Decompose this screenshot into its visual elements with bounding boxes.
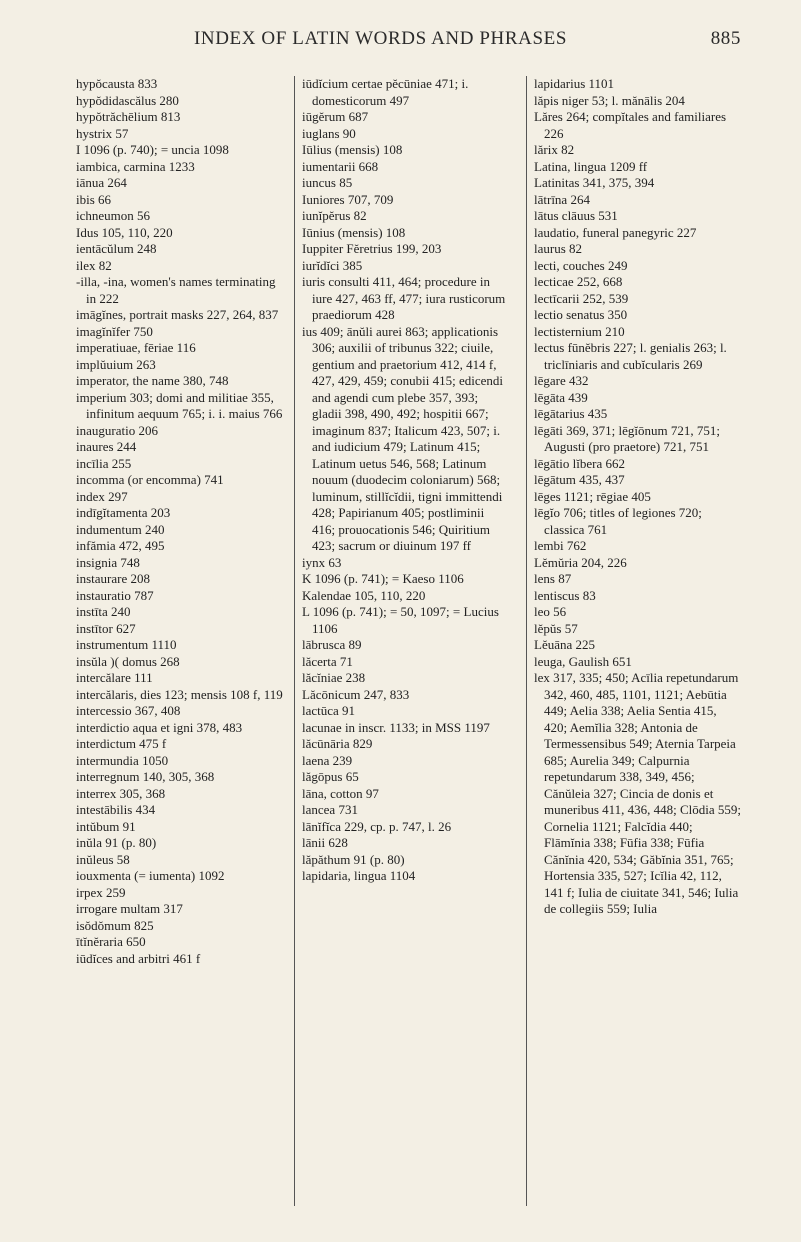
index-entry: lăpis niger 53; l. mănālis 204 — [534, 92, 685, 108]
index-entry: intermundia 1050 — [76, 752, 169, 768]
index-entry: L 1096 (p. 741); = 50, 1097; = Lucius 1106 — [302, 604, 499, 636]
index-entry: lens 87 — [534, 571, 572, 586]
index-entry: lăcūnāria 829 — [302, 736, 373, 751]
index-entry: lāna, cotton 97 — [302, 785, 379, 801]
index-entry: inaures 244 — [76, 439, 137, 454]
index-column-2 — [302, 76, 510, 885]
index-entry: imperatiuae, fēriae 116 — [76, 340, 196, 355]
index-entry: inŭla 91 (p. 80) — [76, 835, 157, 850]
index-entry: lectus fūnĕbris 227; l. genialis 263; l. triclīniaris and cubĭcularis 269 — [534, 340, 727, 372]
index-entry: laena 239 — [302, 752, 353, 768]
index-entry: inauguratio 206 — [76, 422, 158, 438]
index-entry: intestābilis 434 — [76, 802, 156, 817]
index-entry: lēgātarius 435 — [534, 406, 608, 421]
index-entry: hypŏdidascălus 280 — [76, 92, 179, 108]
index-entry: instaurare 208 — [76, 571, 151, 586]
index-entry: Latinitas 341, 375, 394 — [534, 175, 655, 190]
index-entry: iūdĭces and arbitri 461 f — [76, 950, 201, 966]
index-entry: indīgĭtamenta 203 — [76, 505, 171, 520]
index-entry: -illa, -ina, women's names terminating in 222 — [76, 274, 276, 306]
index-entry: lecticae 252, 668 — [534, 274, 623, 289]
column-rule — [294, 76, 295, 1206]
index-entry: lectisternium 210 — [534, 323, 625, 339]
index-entry: iuris consulti 411, 464; procedure in iure 427, 463 ff, 477; iura rusticorum praediorum 428 — [302, 274, 506, 322]
index-entry: lātrīna 264 — [534, 191, 590, 207]
index-entry: lăcerta 71 — [302, 653, 353, 669]
index-entry: Lăcōnicum 247, 833 — [302, 686, 410, 702]
index-entry: insŭla )( domus 268 — [76, 653, 180, 669]
index-entry: lărix 82 — [534, 142, 575, 157]
index-entry: laudatio, funeral panegyric 227 — [534, 224, 697, 240]
index-entry: intercălaris, dies 123; mensis 108 f, 119 — [76, 686, 283, 702]
index-entry: lātus clāuus 531 — [534, 208, 618, 223]
index-entry: ilex 82 — [76, 257, 112, 273]
index-entry: ichneumon 56 — [76, 208, 151, 223]
index-entry: instītor 627 — [76, 620, 136, 636]
index-entry: intercessio 367, 408 — [76, 703, 181, 718]
index-body — [76, 76, 752, 1226]
running-title: INDEX OF LATIN WORDS AND PHRASES — [193, 28, 568, 49]
index-entry: Iuppiter Fĕretrius 199, 203 — [302, 241, 442, 256]
index-entry: leo 56 — [534, 604, 567, 619]
index-entry: interdictum 475 f — [76, 736, 167, 751]
index-entry: imagĭnĭfer 750 — [76, 323, 153, 339]
index-entry: laurus 82 — [534, 241, 583, 256]
index-entry: iumentarii 668 — [302, 158, 379, 174]
index-entry: isŏdŏmum 825 — [76, 917, 154, 933]
index-entry: interrex 305, 368 — [76, 785, 166, 801]
index-entry: insignia 748 — [76, 554, 140, 570]
index-entry: iūdĭcium certae pĕcūniae 471; i. domesticorum 497 — [302, 76, 469, 108]
index-entry: lapidarius 1101 — [534, 76, 615, 91]
index-entry: lĕpŭs 57 — [534, 620, 578, 636]
index-entry: ientācŭlum 248 — [76, 241, 157, 256]
index-entry: ius 409; ānŭli aurei 863; applicationis 306; auxilii of tribunus 322; ciuile, gentium and praetorium 412, 414 f, 427, 429, 459; conubii 415; edicendi and agendi cum plebe 357, 393; gladii 398, 490, 492; hospitii 667; imaginum 837; Italicum 423, 507; i. and iudicium 479; Latinum 415; Latinum uetus 546, 568; Latinum nouum (duodecim coloniarum) 568; luminum, stillĭcĭdii, tigni immittendi 428; Papirianum 405; postliminii 416; prouocationis 546; Quiritium 423; sacrum or diuinum 197 ff — [302, 323, 504, 553]
index-entry: leuga, Gaulish 651 — [534, 653, 632, 669]
index-entry: iūgĕrum 687 — [302, 109, 369, 124]
index-entry: ītĭnĕraria 650 — [76, 934, 146, 949]
index-entry: Iūlius (mensis) 108 — [302, 142, 403, 157]
index-column-1 — [76, 76, 284, 967]
index-entry: Lĕuāna 225 — [534, 637, 596, 652]
index-entry: lēgātio lĭbera 662 — [534, 455, 625, 471]
index-entry: lancea 731 — [302, 802, 358, 817]
index-entry: lăcĭniae 238 — [302, 670, 366, 685]
index-entry: lex 317, 335; 450; Acīlia repetundarum 342, 460, 485, 1101, 1121; Aebūtia 449; Aelia 338; Aelia Sentia 415, 420; Aemĭlia 328; Antonia de Termessensibus 549; Aternia Tarpeia 685; Aurelia 349; Calpurnia repetundarum 338, 349, 456; Cănŭleia 327; Cincia de donis et muneribus 411, 436, 448; Clōdia 559; Cornelia 1121; Falcĭdia 440; Flāmĭnia 338; Fūfia 338; Fūfia Cănĭnia 420, 534; Găbĭnia 351, 765; Hortensia 335, 527; Icĭlia 42, 112, 141 f; Iulia de ciuitate 341, 546; Iulia de collegiis 559; Iulia — [534, 670, 742, 916]
index-entry: instīta 240 — [76, 604, 131, 619]
index-entry: lectio senatus 350 — [534, 307, 628, 322]
index-entry: instauratio 787 — [76, 587, 154, 603]
index-entry: iuglans 90 — [302, 125, 356, 141]
index-entry: incīlia 255 — [76, 455, 132, 471]
index-entry: indumentum 240 — [76, 521, 165, 537]
index-entry: lēges 1121; rēgiae 405 — [534, 488, 651, 504]
index-entry: Kalendae 105, 110, 220 — [302, 587, 426, 603]
index-entry: iynx 63 — [302, 554, 342, 570]
index-entry: irpex 259 — [76, 884, 126, 900]
index-entry: hypŏtrăchēlium 813 — [76, 109, 181, 124]
index-entry: irrogare multam 317 — [76, 901, 183, 916]
index-entry: Iūnius (mensis) 108 — [302, 224, 406, 240]
index-entry: imperator, the name 380, 748 — [76, 373, 229, 388]
index-entry: inŭleus 58 — [76, 851, 130, 867]
index-entry: Latina, lingua 1209 ff — [534, 158, 648, 174]
index-entry: infămia 472, 495 — [76, 538, 165, 553]
index-entry: lacunae in inscr. 1133; in MSS 1197 — [302, 719, 490, 735]
index-entry: lānĭfĭca 229, cp. p. 747, l. 26 — [302, 818, 452, 834]
index-entry: iouxmenta (= iumenta) 1092 — [76, 868, 225, 883]
index-entry: imāgĭnes, portrait masks 227, 264, 837 — [76, 307, 279, 322]
index-entry: lăpăthum 91 (p. 80) — [302, 851, 405, 867]
index-entry: lēgĭo 706; titles of legiones 720; classica 761 — [534, 505, 702, 537]
index-entry: implŭuium 263 — [76, 356, 156, 372]
index-entry: lēgātum 435, 437 — [534, 472, 625, 487]
index-entry: lēgāti 369, 371; lēgĭōnum 721, 751; Augusti (pro praetore) 721, 751 — [534, 422, 720, 454]
index-entry: lēgāta 439 — [534, 389, 588, 405]
index-entry: hystrix 57 — [76, 125, 129, 141]
index-entry: imperium 303; domi and militiae 355, infinitum aequum 765; i. i. maius 766 — [76, 389, 283, 421]
index-entry: Lăres 264; compĭtales and familiares 226 — [534, 109, 727, 141]
index-entry: lecti, couches 249 — [534, 257, 628, 273]
index-entry: lābrusca 89 — [302, 637, 362, 652]
index-entry: interdictio aqua et igni 378, 483 — [76, 719, 243, 735]
index-column-3 — [534, 76, 742, 918]
page-number: 885 — [710, 28, 741, 49]
index-entry: iuncus 85 — [302, 175, 353, 190]
index-entry: K 1096 (p. 741); = Kaeso 1106 — [302, 571, 464, 586]
index-entry: index 297 — [76, 488, 128, 504]
index-entry: iambica, carmina 1233 — [76, 158, 195, 174]
index-entry: ibis 66 — [76, 191, 112, 207]
index-entry: lembi 762 — [534, 538, 587, 553]
index-entry: Iuniores 707, 709 — [302, 191, 394, 207]
index-entry: lānii 628 — [302, 835, 348, 850]
index-entry: intŭbum 91 — [76, 818, 136, 834]
index-entry: lectīcarii 252, 539 — [534, 290, 629, 306]
index-entry: intercălare 111 — [76, 670, 153, 685]
index-entry: I 1096 (p. 740); = uncia 1098 — [76, 142, 229, 157]
index-entry: iānua 264 — [76, 175, 127, 190]
index-entry: iunĭpĕrus 82 — [302, 208, 367, 223]
column-rule — [526, 76, 527, 1206]
index-entry: lapidaria, lingua 1104 — [302, 868, 416, 883]
index-entry: Lĕmŭria 204, 226 — [534, 554, 627, 570]
index-entry: Idus 105, 110, 220 — [76, 224, 173, 240]
index-entry: iurĭdĭci 385 — [302, 257, 363, 273]
index-entry: incomma (or encomma) 741 — [76, 472, 224, 487]
index-entry: lăgōpus 65 — [302, 769, 359, 784]
index-entry: hypŏcausta 833 — [76, 76, 158, 91]
index-entry: lēgare 432 — [534, 373, 589, 388]
index-entry: lactūca 91 — [302, 703, 356, 718]
index-entry: instrumentum 1110 — [76, 637, 177, 652]
index-entry: interregnum 140, 305, 368 — [76, 769, 215, 784]
index-entry: lentiscus 83 — [534, 587, 596, 603]
page-header — [80, 28, 741, 54]
